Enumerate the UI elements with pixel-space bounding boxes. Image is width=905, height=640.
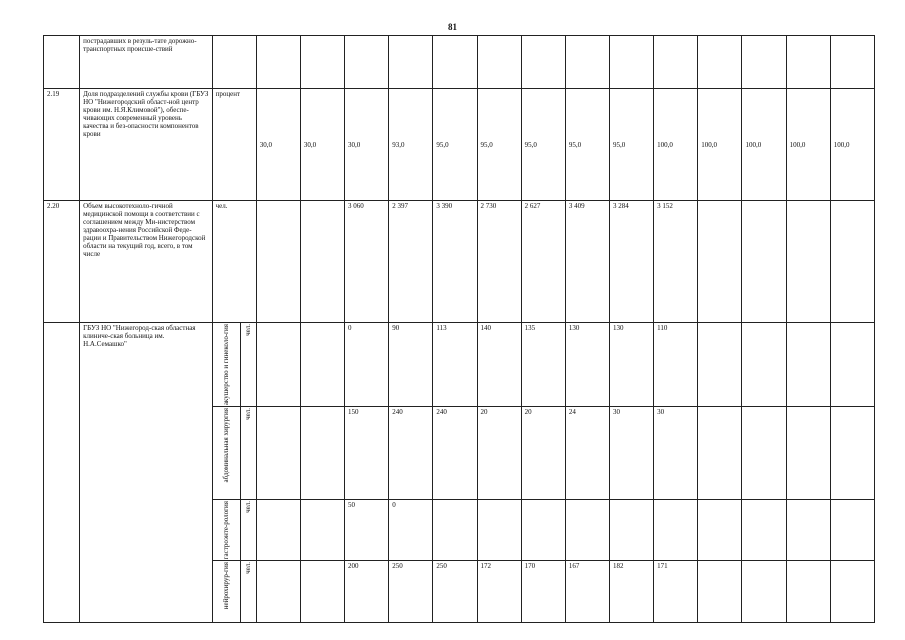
value-cell xyxy=(256,201,300,323)
value-cell xyxy=(830,407,874,500)
unit-label: чел. xyxy=(240,323,256,407)
value-cell: 170 xyxy=(521,561,565,623)
cell-organization: ГБУЗ НО "Нижегород-ская областная клиниче-ская больница им. Н.А.Семашко" xyxy=(80,323,212,623)
value-cell xyxy=(786,561,830,623)
value-cell: 250 xyxy=(433,561,477,623)
cell-description: Доля подразделений службы крови (ГБУЗ НО "Нижегородский област-ной центр крови им. Н.Я.Климовой"), обеспе-чивающих современный уровень качества и без-опасности компонентов крови xyxy=(80,89,212,201)
value-cell xyxy=(698,323,742,407)
value-cell: 2 397 xyxy=(389,201,433,323)
value-cell xyxy=(742,500,786,561)
value-cell: 110 xyxy=(654,323,698,407)
value-cell: 0 xyxy=(389,500,433,561)
value-cell xyxy=(830,561,874,623)
value-cell: 30 xyxy=(609,407,653,500)
cell-number: 2.19 xyxy=(44,89,80,201)
value-cell: 3 390 xyxy=(433,201,477,323)
value-cell xyxy=(300,407,344,500)
value-cell xyxy=(698,201,742,323)
value-cell xyxy=(786,407,830,500)
value-cell: 95,0 xyxy=(565,89,609,201)
value-cell: 95,0 xyxy=(433,89,477,201)
value-cell: 20 xyxy=(477,407,521,500)
value-cell xyxy=(256,561,300,623)
value-cell: 95,0 xyxy=(609,89,653,201)
value-cell: 240 xyxy=(389,407,433,500)
cell-number xyxy=(44,36,80,89)
profile-label: абдоминальная хирургия xyxy=(212,407,240,500)
value-cell: 3 060 xyxy=(345,201,389,323)
value-cell xyxy=(654,500,698,561)
value-cell xyxy=(698,561,742,623)
page-number: 81 xyxy=(448,22,457,32)
value-cell xyxy=(830,201,874,323)
value-cell: 2 730 xyxy=(477,201,521,323)
value-cell xyxy=(300,500,344,561)
profile-label: нейрохирур-гия xyxy=(212,561,240,623)
value-cell: 113 xyxy=(433,323,477,407)
cell-description: пострадавших в резуль-тате дорожно-транспортных происше-ствий xyxy=(80,36,212,89)
value-cell: 93,0 xyxy=(389,89,433,201)
value-cell: 140 xyxy=(477,323,521,407)
value-cell: 95,0 xyxy=(477,89,521,201)
value-cell xyxy=(698,407,742,500)
value-cell xyxy=(433,500,477,561)
value-cell xyxy=(742,201,786,323)
value-cell: 182 xyxy=(609,561,653,623)
cell-number xyxy=(44,323,80,623)
value-cell: 130 xyxy=(565,323,609,407)
value-cell: 100,0 xyxy=(830,89,874,201)
value-cell xyxy=(786,323,830,407)
value-cell xyxy=(609,500,653,561)
indicators-table xyxy=(43,35,875,623)
value-cell: 95,0 xyxy=(521,89,565,201)
value-cell: 30,0 xyxy=(345,89,389,201)
value-cell: 167 xyxy=(565,561,609,623)
value-cell xyxy=(742,561,786,623)
cell-description: Объем высокотехноло-гичной медицинской помощи в соответствии с соглашением между Ми-нистерством здравоохра-нения Российской Феде-рации и Правительством Нижегородской области на текущий год, всего, в том числе xyxy=(80,201,212,323)
value-cell: 30,0 xyxy=(300,89,344,201)
value-cell: 135 xyxy=(521,323,565,407)
table-row-continuation xyxy=(44,36,875,89)
table-subrow-obstetrics xyxy=(44,323,875,407)
table-row-2-20 xyxy=(44,201,875,323)
value-cell xyxy=(786,201,830,323)
value-cell: 250 xyxy=(389,561,433,623)
value-cell xyxy=(830,500,874,561)
value-cell: 3 152 xyxy=(654,201,698,323)
value-cell xyxy=(256,500,300,561)
value-cell: 2 627 xyxy=(521,201,565,323)
value-cell xyxy=(521,500,565,561)
value-cell xyxy=(477,500,521,561)
value-cell: 24 xyxy=(565,407,609,500)
value-cell: 240 xyxy=(433,407,477,500)
cell-unit: процент xyxy=(212,89,256,201)
table-row-2-19 xyxy=(44,89,875,201)
value-cell: 100,0 xyxy=(742,89,786,201)
value-cell: 3 409 xyxy=(565,201,609,323)
value-cell xyxy=(256,323,300,407)
value-cell: 100,0 xyxy=(786,89,830,201)
value-cell: 50 xyxy=(345,500,389,561)
value-cell: 100,0 xyxy=(698,89,742,201)
value-cell: 200 xyxy=(345,561,389,623)
value-cell: 90 xyxy=(389,323,433,407)
value-cell: 130 xyxy=(609,323,653,407)
cell-unit: чел. xyxy=(212,201,256,323)
profile-label: акушерство и гинеколо-гия xyxy=(212,323,240,407)
unit-label: чел. xyxy=(240,561,256,623)
value-cell xyxy=(300,561,344,623)
value-cell xyxy=(742,407,786,500)
value-cell: 20 xyxy=(521,407,565,500)
value-cell xyxy=(300,201,344,323)
value-cell xyxy=(300,323,344,407)
value-cell xyxy=(565,500,609,561)
value-cell: 3 284 xyxy=(609,201,653,323)
value-cell: 171 xyxy=(654,561,698,623)
value-cell xyxy=(256,407,300,500)
value-cell: 100,0 xyxy=(654,89,698,201)
value-cell: 150 xyxy=(345,407,389,500)
value-cell xyxy=(742,323,786,407)
value-cell xyxy=(830,323,874,407)
value-cell: 30,0 xyxy=(256,89,300,201)
cell-number: 2.20 xyxy=(44,201,80,323)
profile-label: гастроэнте-рология xyxy=(212,500,240,561)
value-cell xyxy=(786,500,830,561)
unit-label: чел. xyxy=(240,407,256,500)
value-cell: 0 xyxy=(345,323,389,407)
cell-unit xyxy=(212,36,256,89)
value-cell: 30 xyxy=(654,407,698,500)
unit-label: чел. xyxy=(240,500,256,561)
value-cell xyxy=(698,500,742,561)
value-cell: 172 xyxy=(477,561,521,623)
